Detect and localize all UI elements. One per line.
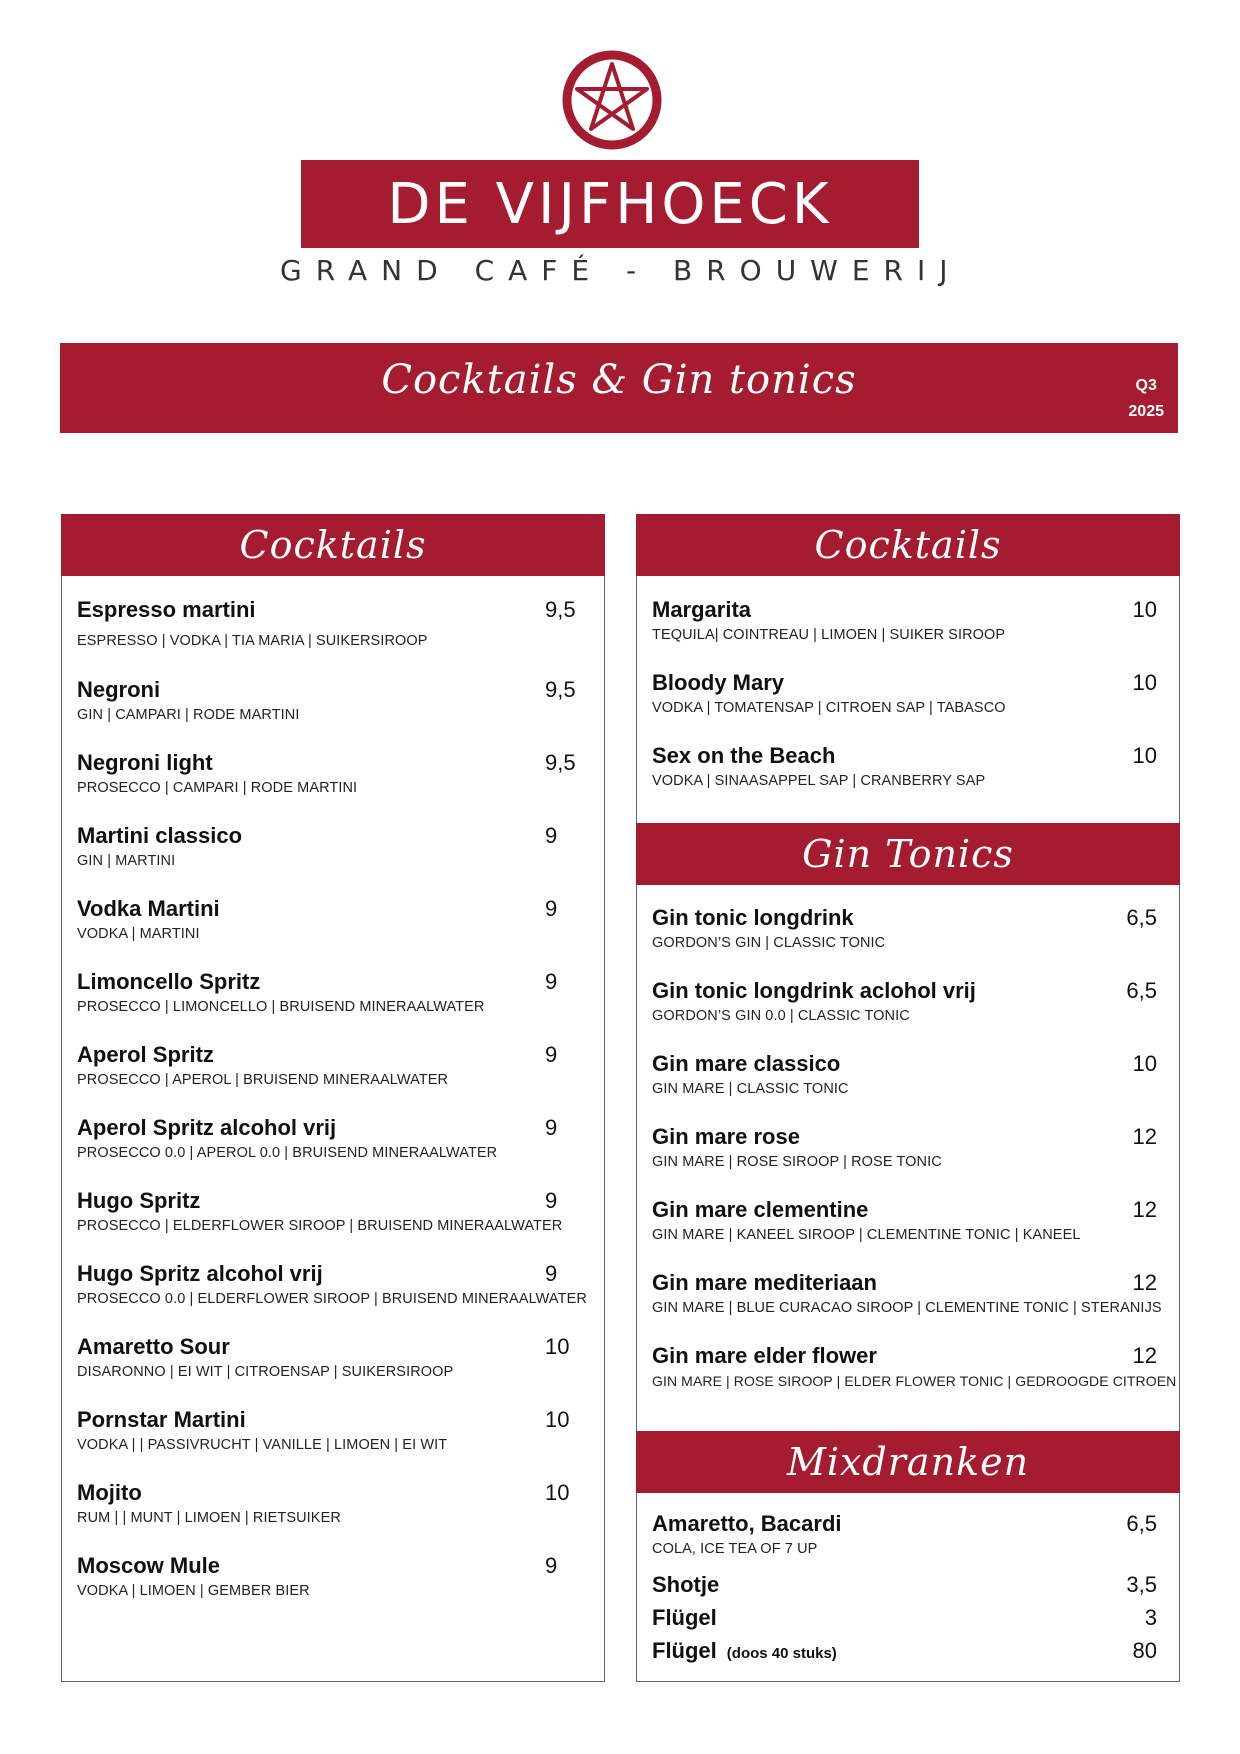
- menu-item: [77, 1480, 592, 1526]
- item-ingredients: GIN MARE | KANEEL SIROOP | CLEMENTINE TONIC | KANEEL: [652, 1227, 1081, 1243]
- menu-item: [77, 1334, 592, 1380]
- item-name: Margarita: [652, 597, 752, 622]
- item-price: 10: [1132, 670, 1157, 695]
- item-ingredients: GIN MARE | ROSE SIROOP | ROSE TONIC: [652, 1154, 942, 1170]
- item-name: Flügel: [652, 1605, 717, 1630]
- item-ingredients: GIN | CAMPARI | RODE MARTINI: [77, 707, 300, 723]
- item-price: 10: [1132, 743, 1157, 768]
- section-heading-cocktails-right: Cocktails: [636, 514, 1180, 576]
- pentagram-logo-icon: [562, 50, 662, 150]
- item-name: Gin tonic longdrink: [652, 905, 854, 930]
- item-ingredients: VODKA | MARTINI: [77, 926, 200, 942]
- item-ingredients: DISARONNO | EI WIT | CITROENSAP | SUIKERSIROOP: [77, 1364, 454, 1380]
- item-price: 9,5: [545, 750, 576, 775]
- item-name: Gin tonic longdrink aclohol vrij: [652, 978, 976, 1003]
- menu-item: [77, 1115, 592, 1161]
- item-ingredients: GORDON’S GIN | CLASSIC TONIC: [652, 935, 886, 951]
- item-ingredients: VODKA | LIMOEN | GEMBER BIER: [77, 1583, 310, 1599]
- menu-item: [77, 677, 592, 723]
- item-price: 10: [545, 1334, 570, 1359]
- item-ingredients: VODKA | TOMATENSAP | CITROEN SAP | TABASCO: [652, 700, 1006, 716]
- item-name: Gin mare mediteriaan: [652, 1270, 877, 1295]
- item-price: 10: [545, 1407, 570, 1432]
- menu-item: [652, 597, 1167, 643]
- item-name: Shotje: [652, 1572, 720, 1597]
- item-ingredients: PROSECCO | CAMPARI | RODE MARTINI: [77, 780, 358, 796]
- brand-subtitle: GRAND CAFÉ - BROUWERIJ: [280, 254, 962, 287]
- menu-item: [77, 1407, 592, 1453]
- item-name: Moscow Mule: [77, 1553, 221, 1578]
- item-name: Aperol Spritz alcohol vrij: [77, 1115, 337, 1140]
- item-ingredients: GIN MARE | ROSE SIROOP | ELDER FLOWER TONIC | GEDROOGDE CITROEN: [652, 1373, 1177, 1389]
- item-price: 9: [545, 1261, 558, 1286]
- item-price: 10: [545, 1480, 570, 1505]
- item-ingredients: VODKA | SINAASAPPEL SAP | CRANBERRY SAP: [652, 773, 986, 789]
- item-price: 12: [1132, 1343, 1157, 1368]
- item-name: Negroni: [77, 677, 161, 702]
- item-price: 9: [545, 969, 558, 994]
- menu-item: [652, 1197, 1167, 1243]
- item-price: 80: [1132, 1638, 1157, 1663]
- item-ingredients: GIN MARE | BLUE CURACAO SIROOP | CLEMENTINE TONIC | STERANIJS: [652, 1300, 1162, 1316]
- menu-item: [652, 1572, 1167, 1598]
- item-price: 12: [1132, 1197, 1157, 1222]
- item-name: Bloody Mary: [652, 670, 785, 695]
- item-name: Gin mare rose: [652, 1124, 800, 1149]
- menu-item: [652, 1511, 1167, 1557]
- section-heading-mixdranken: Mixdranken: [636, 1431, 1180, 1493]
- item-ingredients: PROSECCO 0.0 | APEROL 0.0 | BRUISEND MINERAALWATER: [77, 1145, 498, 1161]
- menu-item: [77, 597, 592, 649]
- item-ingredients: COLA, ICE TEA OF 7 UP: [652, 1541, 818, 1557]
- item-price: 9,5: [545, 677, 576, 702]
- item-price: 6,5: [1126, 978, 1157, 1003]
- section-heading-cocktails-left: Cocktails: [61, 514, 605, 576]
- item-price: 9,5: [545, 597, 576, 622]
- menu-item: [77, 1042, 592, 1088]
- menu-item: [652, 743, 1167, 789]
- item-name: Amaretto, Bacardi: [652, 1511, 842, 1536]
- item-price: 6,5: [1126, 905, 1157, 930]
- item-name: Limoncello Spritz: [77, 969, 261, 994]
- menu-item: [77, 823, 592, 869]
- item-ingredients: GIN MARE | CLASSIC TONIC: [652, 1081, 849, 1097]
- item-name: [652, 1638, 1167, 1664]
- item-price: 6,5: [1126, 1511, 1157, 1536]
- item-name: Gin mare elder flower: [652, 1343, 877, 1368]
- section-heading-gin-tonics: Gin Tonics: [636, 823, 1180, 885]
- item-ingredients: VODKA | | PASSIVRUCHT | VANILLE | LIMOEN | EI WIT: [77, 1437, 448, 1453]
- item-ingredients: PROSECCO | APEROL | BRUISEND MINERAALWATER: [77, 1072, 449, 1088]
- quarter-badge: [1128, 373, 1164, 425]
- item-name: Mojito: [77, 1480, 142, 1505]
- item-name: Espresso martini: [77, 597, 256, 622]
- menu-item: [77, 969, 592, 1015]
- menu-item: [77, 1261, 592, 1307]
- item-ingredients: GIN | MARTINI: [77, 853, 176, 869]
- menu-item: [652, 1605, 1167, 1631]
- item-price: 3,5: [1126, 1572, 1157, 1597]
- item-ingredients: TEQUILA| COINTREAU | LIMOEN | SUIKER SIROOP: [652, 627, 1006, 643]
- item-price: 9: [545, 1042, 558, 1067]
- menu-item: [652, 905, 1167, 951]
- item-name: Pornstar Martini: [77, 1407, 246, 1432]
- menu-item: [652, 978, 1167, 1024]
- item-name: Hugo Spritz alcohol vrij: [77, 1261, 323, 1286]
- quarter: Q3: [1135, 377, 1157, 394]
- item-name: Gin mare classico: [652, 1051, 841, 1076]
- item-name: Martini classico: [77, 823, 243, 848]
- item-name-text: Flügel: [652, 1638, 717, 1663]
- item-ingredients: PROSECCO 0.0 | ELDERFLOWER SIROOP | BRUISEND MINERAALWATER: [77, 1291, 587, 1307]
- menu-item: [652, 1638, 1167, 1664]
- item-price: 12: [1132, 1124, 1157, 1149]
- item-note: (doos 40 stuks): [726, 1645, 837, 1662]
- item-name: Aperol Spritz: [77, 1042, 214, 1067]
- brand-name: DE VIJFHOECK: [301, 160, 919, 248]
- left-cocktails-panel: [61, 514, 605, 1682]
- page-title-bar: [60, 343, 1178, 433]
- menu-item: [652, 1343, 1177, 1389]
- menu-item: [77, 750, 592, 796]
- item-ingredients: ESPRESSO | VODKA | TIA MARIA | SUIKERSIROOP: [77, 633, 428, 649]
- item-price: 3: [1144, 1605, 1157, 1630]
- page-title: Cocktails & Gin tonics: [381, 357, 857, 403]
- item-price: 9: [545, 1115, 558, 1140]
- item-ingredients: GORDON’S GIN 0.0 | CLASSIC TONIC: [652, 1008, 910, 1024]
- menu-item: [77, 896, 592, 942]
- item-price: 9: [545, 823, 558, 848]
- item-name: Amaretto Sour: [77, 1334, 230, 1359]
- menu-item: [77, 1553, 592, 1599]
- item-price: 10: [1132, 597, 1157, 622]
- item-price: 12: [1132, 1270, 1157, 1295]
- item-ingredients: PROSECCO | LIMONCELLO | BRUISEND MINERAALWATER: [77, 999, 485, 1015]
- menu-item: [652, 1270, 1167, 1316]
- item-name: Gin mare clementine: [652, 1197, 869, 1222]
- item-price: 9: [545, 1188, 558, 1213]
- item-price: 9: [545, 1553, 558, 1578]
- item-ingredients: PROSECCO | ELDERFLOWER SIROOP | BRUISEND MINERAALWATER: [77, 1218, 563, 1234]
- item-price: 10: [1132, 1051, 1157, 1076]
- item-name: Negroni light: [77, 750, 213, 775]
- item-name: Hugo Spritz: [77, 1188, 201, 1213]
- item-name: Sex on the Beach: [652, 743, 836, 768]
- item-price: 9: [545, 896, 558, 921]
- item-ingredients: RUM | | MUNT | LIMOEN | RIETSUIKER: [77, 1510, 341, 1526]
- menu-item: [77, 1188, 592, 1234]
- menu-item: [652, 1124, 1167, 1170]
- year: 2025: [1128, 403, 1164, 420]
- right-menu-panel: [636, 514, 1180, 1682]
- menu-item: [652, 1051, 1167, 1097]
- item-name: Vodka Martini: [77, 896, 220, 921]
- menu-item: [652, 670, 1167, 716]
